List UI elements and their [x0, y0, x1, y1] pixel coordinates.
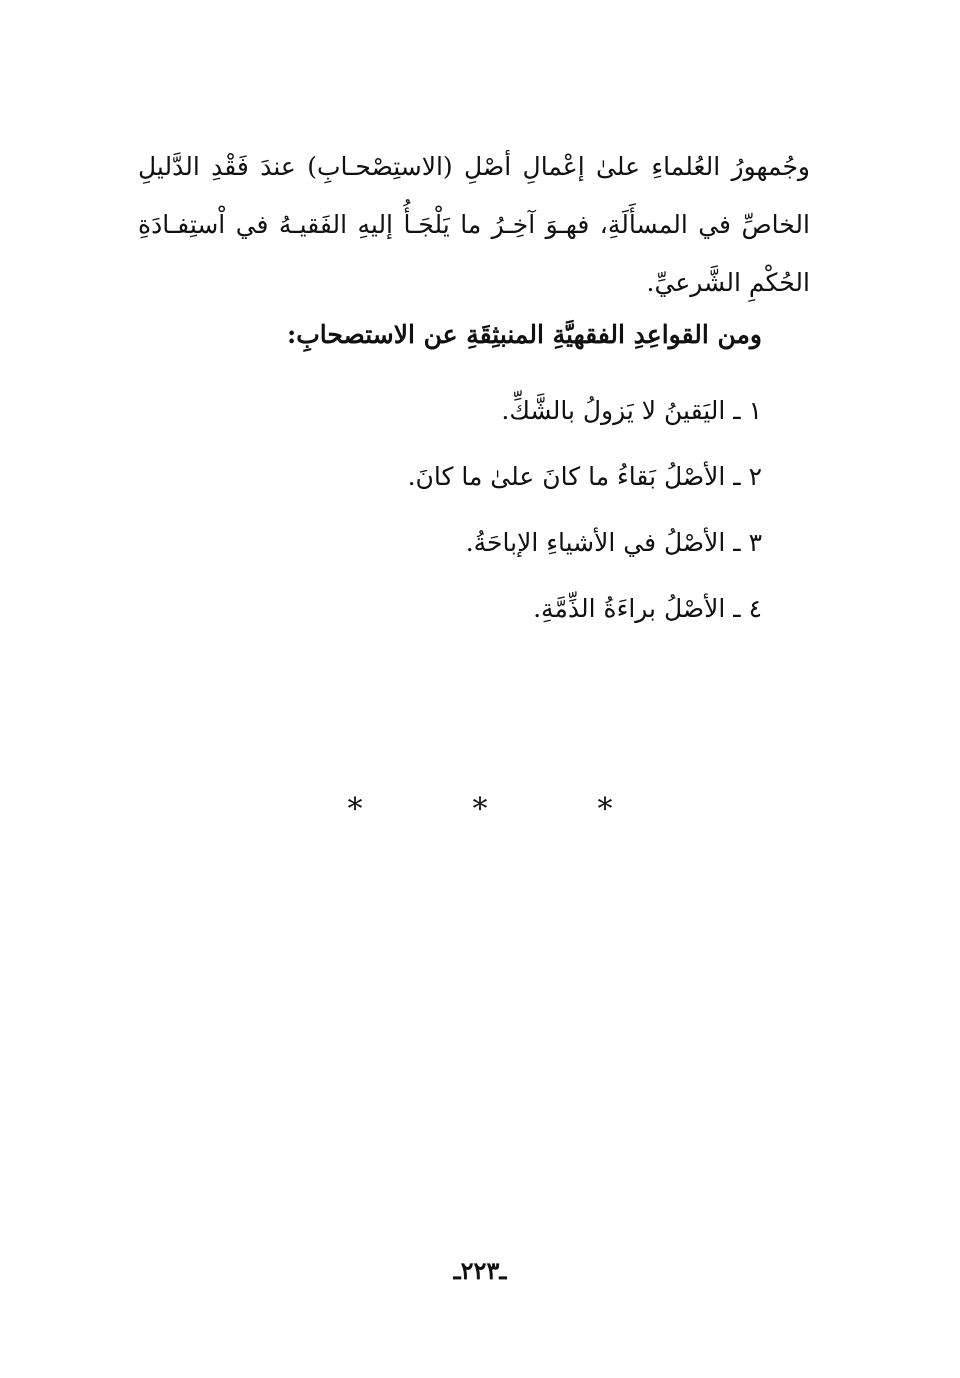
asterisk-ornament-icon: *: [347, 792, 363, 827]
list-item: ١ ـ اليَقينُ لا يَزولُ بالشَّكِّ.: [501, 396, 762, 425]
asterisk-ornament-icon: *: [472, 792, 488, 827]
body-text: [138, 138, 810, 312]
rules-list: [408, 382, 762, 646]
paragraph: وجُمهورُ العُلماءِ علىٰ إعْمالِ أصْلِ (الاستِصْحـابِ) عندَ فَقْدِ الدَّليلِ الخاصِّ في المسأَلَةِ، فهـوَ آخِـرُ ما يَلْجَـأُ إليهِ الفَقيـهُ في اْستِفـادَةِ الحُكْمِ الشَّرعيِّ.: [138, 152, 810, 297]
rules-heading: ومن القواعِدِ الفقهيَّةِ المنبثِقَةِ عن الاستصحابِ:: [287, 320, 762, 349]
list-item: ٣ ـ الأصْلُ في الأشياءِ الإباحَةُ.: [465, 528, 762, 557]
list-item: ٤ ـ الأصْلُ براءَةُ الذِّمَّةِ.: [533, 594, 762, 623]
page-number: ـ٢٢٣ـ: [453, 1256, 507, 1285]
list-item: ٢ ـ الأصْلُ بَقاءُ ما كانَ علىٰ ما كانَ.: [407, 462, 762, 491]
asterisk-ornament-icon: *: [597, 792, 613, 827]
section-separator: [340, 790, 620, 830]
